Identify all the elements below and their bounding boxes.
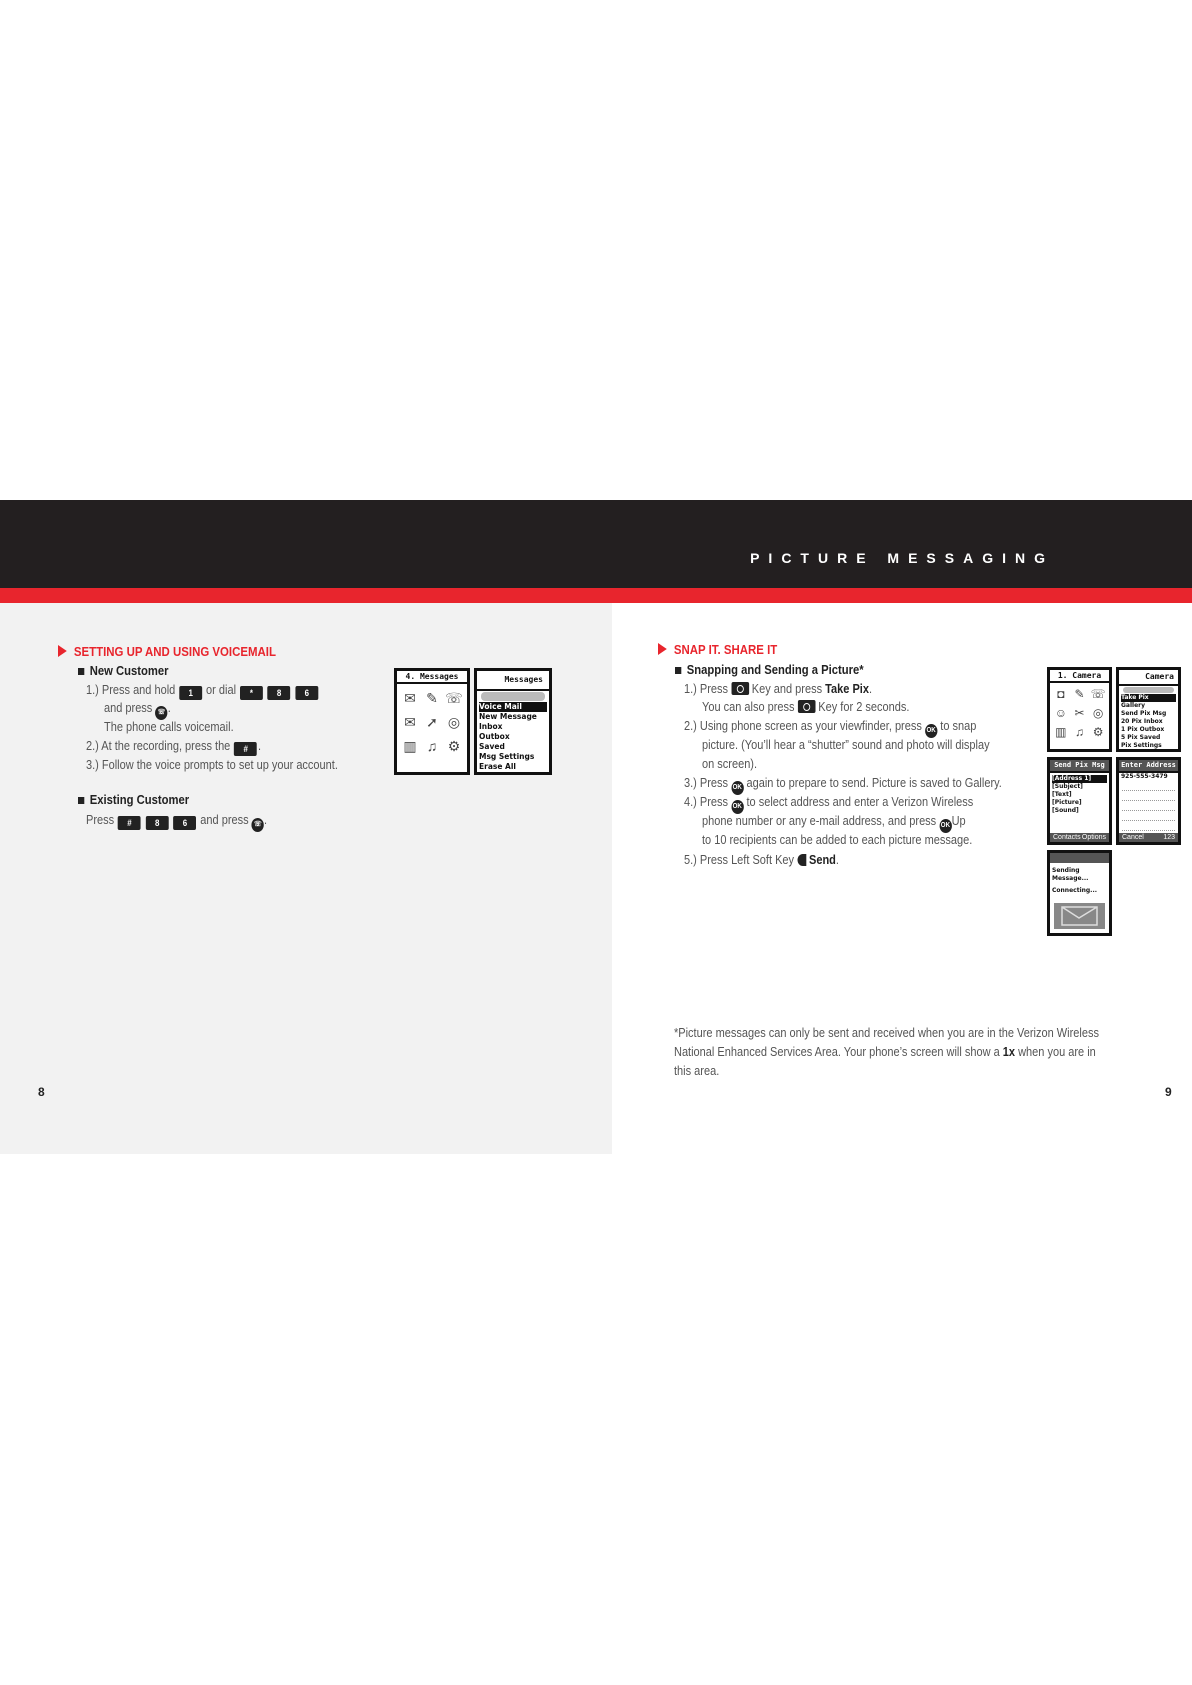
sending-line: Sending [1052,867,1080,874]
new-customer-heading: New Customer [78,664,168,678]
calendar-icon: ▥ [1055,725,1067,739]
left-soft-key-icon [797,854,806,866]
new-customer-step-3: 3.) Follow the voice prompts to set up your account. [86,758,338,772]
menu-item: Inbox [479,722,503,731]
camera-grid-screen [1047,667,1112,752]
snap-step-4b: phone number or any e-mail address, and press OK Up [702,813,966,833]
enter-address-screen [1116,757,1181,845]
tools-icon: ✂ [1074,706,1085,720]
snap-step-4: 4.) Press OK to select address and enter a Verizon Wireless [684,794,973,814]
contacts-icon: ☺ [1054,706,1067,720]
screen-title: Messages [477,671,549,691]
ok-key-icon: OK [925,724,937,738]
messages-grid-screen [394,668,470,775]
message-icon: ✎ [1074,687,1085,701]
settings-icon: ⚙ [447,737,461,754]
arrow-icon [658,643,667,655]
footnote-line: *Picture messages can only be sent and received when you are in the Verizon Wireless [674,1026,1099,1040]
footnote-line: National Enhanced Services Area. Your phone’s screen will show a 1x when you are in [674,1045,1096,1059]
menu-item: Take Pix [1121,694,1176,702]
menu-item: Pix Settings [1121,742,1162,749]
snap-step-2c: on screen). [702,757,758,771]
header-red-stripe [0,588,1192,603]
section-header-title: PICTURE MESSAGING [750,550,1054,566]
voicemail-icon: ✉ [404,689,416,706]
arrow-icon [58,645,67,657]
new-customer-step-1: 1.) Press and hold 1 or dial * 8 6 [86,682,319,700]
soft-key-bar [1050,833,1109,842]
address-field: [Address 1] [1052,775,1107,783]
settings-icon: ⚙ [1092,725,1104,739]
screen-title: 1. Camera [1050,670,1109,683]
key-hash-icon: # [118,816,141,830]
square-bullet-icon [78,797,84,804]
key-6-icon: 6 [295,686,318,700]
ok-key-icon: OK [939,819,951,833]
snap-step-2: 2.) Using phone screen as your viewfinder, press OK to snap [684,718,976,738]
menu-icon-grid [1050,683,1109,743]
snap-step-4c: to 10 recipients can be added to each picture message. [702,833,973,847]
scroll-indicator [481,692,545,701]
messages-menu-list [477,702,549,772]
square-bullet-icon [675,667,681,674]
snap-step-5: 5.) Press Left Soft Key Send. [684,853,839,867]
key-1-icon: 1 [179,686,202,700]
music-icon: ♫ [1074,725,1084,739]
sound-field: [Sound] [1052,807,1079,814]
snap-step-2b: picture. (You’ll hear a “shutter” sound and photo will display [702,738,990,752]
menu-item: Outbox [479,732,510,741]
camera-icon: ◘ [1057,687,1065,701]
square-bullet-icon [78,668,84,675]
screen-title: Send Pix Msg [1050,760,1109,773]
screen-title: Camera [1119,670,1178,686]
camera-menu-list [1119,694,1178,750]
send-pix-fields [1050,775,1109,815]
key-6-icon: 6 [173,816,196,830]
page-number-right: 9 [1165,1085,1172,1099]
snapping-heading: Snapping and Sending a Picture* [675,663,864,677]
soft-key-left: Cancel [1122,834,1144,841]
new-customer-step-2: 2.) At the recording, press the # . [86,739,262,754]
menu-item: Voice Mail [479,702,547,712]
camera-key-icon [798,700,816,713]
envelope-icon [1054,903,1105,929]
soft-key-left: Contacts [1053,834,1081,841]
sending-message-screen [1047,850,1112,936]
camera-key-icon [731,682,749,695]
new-customer-step-1b: and press ☏ . [104,700,171,720]
menu-item: Gallery [1121,702,1146,709]
address-entry [1119,773,1178,781]
snap-section-title: SNAP IT. SHARE IT [658,642,777,657]
snap-step-1b: You can also press Key for 2 seconds. [702,700,910,714]
picture-field: [Picture] [1052,799,1082,806]
sending-status-text [1050,867,1109,895]
soft-key-right: 123 [1163,834,1175,841]
inbox-icon: ✉ [404,713,416,730]
send-key-icon: ☏ [252,818,264,832]
sending-line: Message... [1052,875,1089,882]
key-star-icon: * [240,686,263,700]
connecting-line: Connecting... [1052,887,1098,894]
bell-icon: ♫ [426,738,438,754]
ok-key-icon: OK [731,800,743,814]
snap-step-1: 1.) Press Key and press Take Pix. [684,682,873,696]
existing-customer-heading: Existing Customer [78,793,189,807]
entry-lines [1119,781,1178,831]
menu-item: New Message [479,712,537,721]
menu-item: Msg Settings [479,752,535,761]
footnote-line: this area. [674,1064,720,1078]
phone-number-value: 925-555-3479 [1121,773,1168,780]
snap-step-3: 3.) Press OK again to prepare to send. Picture is saved to Gallery. [684,775,1002,795]
phone-icon: ☏ [1090,687,1106,701]
soft-key-right: Options [1081,834,1106,841]
text-field: [Text] [1052,791,1072,798]
new-customer-step-1c: The phone calls voicemail. [104,720,234,734]
key-8-icon: 8 [146,816,169,830]
camera-menu-screen [1116,667,1181,752]
new-message-icon: ✎ [426,689,438,706]
menu-item: 20 Pix Inbox [1121,718,1163,725]
key-hash-icon: # [234,742,257,756]
scroll-indicator [1123,687,1174,693]
status-bar [1050,853,1109,863]
ok-key-icon: OK [731,781,743,795]
voicemail-section-title: SETTING UP AND USING VOICEMAIL [58,644,276,659]
phone-icon: ☏ [445,689,463,706]
menu-item: 1 Pix Outbox [1121,726,1165,733]
menu-item: Saved [479,742,505,751]
subject-field: [Subject] [1052,783,1083,790]
trash-icon: ▥ [403,737,417,754]
page-number-left: 8 [38,1085,45,1099]
menu-item: Erase All [479,762,516,771]
send-pix-msg-screen [1047,757,1112,845]
menu-item: Send Pix Msg [1121,710,1167,717]
search-icon: ◎ [447,713,461,730]
existing-customer-instruction: Press # 8 6 and press ☏ . [86,812,267,832]
outbox-icon: ➚ [426,713,438,730]
screen-title: Enter Address [1119,760,1178,773]
footnote [674,1024,1099,1081]
send-key-icon: ☏ [155,706,167,720]
screen-title: 4. Messages [397,671,467,684]
web-icon: ◎ [1092,706,1104,720]
menu-icon-grid [397,684,467,760]
messages-menu-screen [474,668,552,775]
menu-item: 5 Pix Saved [1121,734,1161,741]
soft-key-bar [1119,833,1178,842]
key-8-icon: 8 [268,686,291,700]
